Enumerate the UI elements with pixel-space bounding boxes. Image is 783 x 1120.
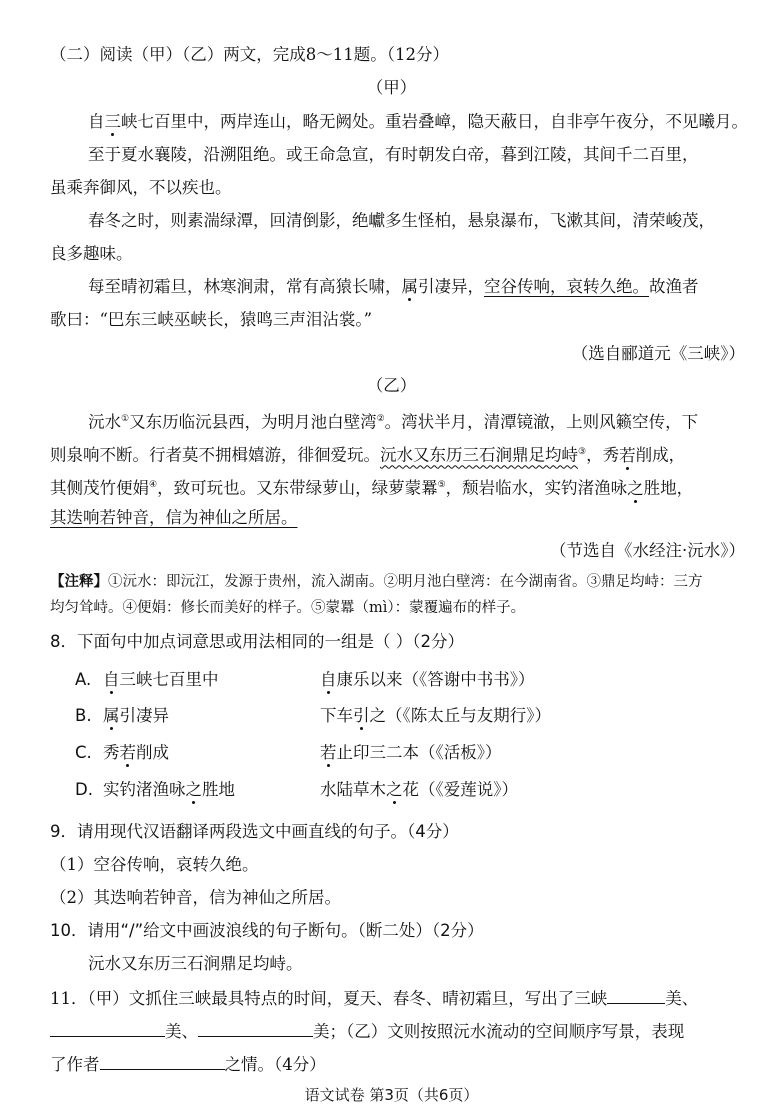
q8-option-c-left bbox=[103, 743, 169, 763]
note-marker: ⑤ bbox=[437, 480, 446, 490]
dotted-char: 若 bbox=[119, 743, 136, 762]
q8-option-a-left bbox=[103, 670, 219, 690]
dotted-char: 若 bbox=[320, 743, 337, 762]
notes-label: 【注释】 bbox=[50, 574, 108, 590]
text-span: 胜地， bbox=[643, 478, 694, 498]
q8-option-c-right bbox=[320, 743, 502, 763]
text-span: 沅水 bbox=[88, 412, 121, 432]
text-span: 故渔者 bbox=[649, 277, 699, 296]
q8-option-d-right bbox=[320, 780, 518, 800]
text-span: 秀 bbox=[103, 743, 120, 762]
text-span: 美、 bbox=[665, 989, 699, 1008]
jia-line-1 bbox=[88, 112, 748, 132]
answer-blank[interactable] bbox=[50, 1020, 165, 1037]
text-span: 削成， bbox=[635, 445, 686, 465]
q8-option-b-left bbox=[103, 706, 169, 726]
q8-option-b-letter: B. bbox=[75, 706, 92, 725]
text-span: 水陆草木 bbox=[320, 780, 386, 799]
yi-line-2 bbox=[50, 442, 685, 466]
text-span: ，颓岩临水，实钓渚渔咏 bbox=[445, 478, 628, 498]
q8-option-c-letter: C. bbox=[75, 743, 92, 762]
note-marker: ④ bbox=[149, 480, 158, 490]
text-span: 之（《陈太丘与友期行》） bbox=[369, 706, 551, 725]
dotted-char: 自 bbox=[103, 670, 120, 689]
notes-line-2: 均匀耸峙。④便娟：修长而美好的样子。⑤蒙羃（mì）：蒙覆遍布的样子。 bbox=[50, 600, 526, 616]
q11-line-3 bbox=[50, 1053, 326, 1075]
note-marker: ② bbox=[376, 414, 385, 424]
text-span: 引凄异 bbox=[119, 706, 169, 725]
dotted-char: 属 bbox=[103, 706, 120, 725]
notes-line-1 bbox=[50, 572, 703, 592]
text-span: 引凄异， bbox=[418, 277, 484, 296]
text-span: 了作者 bbox=[50, 1055, 100, 1074]
jia-line-2: 至于夏水襄陵，沿溯阻绝。或王命急宣，有时朝发白帝，暮到江陵，其间千二百里， bbox=[88, 145, 699, 164]
text-span: 则泉响不断。行者莫不拥楫嬉游，徘徊爱玩。 bbox=[50, 445, 380, 465]
wavy-sentence: 沅水又东历三石涧鼎足均峙 bbox=[380, 445, 578, 465]
dotted-char: 之 bbox=[185, 780, 202, 799]
text-span: ①沅水：即沅江，发源于贵州，流入湖南。②明月池白壁湾：在今湖南省。③鼎足均峙：三方 bbox=[108, 574, 703, 590]
text-span: 实钓渚渔咏 bbox=[103, 780, 186, 799]
q11-line-1 bbox=[50, 987, 698, 1009]
answer-blank[interactable] bbox=[607, 987, 665, 1004]
q8-option-d-letter: D. bbox=[75, 780, 93, 799]
q8-option-d-left bbox=[103, 780, 235, 800]
jia-source: （选自郦道元《三峡》） bbox=[571, 344, 745, 363]
text-span: 康乐以来（《答谢中书书》） bbox=[336, 670, 535, 689]
text-span: ，致可玩也。又东带绿萝山，绿萝蒙羃 bbox=[157, 478, 438, 498]
text-span: 止印三二本（《活板》） bbox=[336, 743, 502, 762]
page-footer: 语文试卷 第3页（共6页） bbox=[304, 1086, 479, 1104]
text-span: 其侧茂竹便娟 bbox=[50, 478, 149, 498]
underlined-sentence: 其迭响若钟音，信为神仙之所居。 bbox=[50, 508, 298, 527]
text-span: 三峡七百里中 bbox=[119, 670, 219, 689]
answer-blank[interactable] bbox=[100, 1053, 225, 1070]
q11-line-2 bbox=[50, 1020, 684, 1042]
q10-stem: 10．请用“/”给文中画波浪线的句子断句。（断二处）（2分） bbox=[50, 921, 484, 940]
text-span: 峡七百里中，两岸连山，略无阙处。重岩叠嶂，隐天蔽日，自非亭午夜分，不见曦月。 bbox=[121, 112, 748, 131]
dotted-char: 自 bbox=[320, 670, 337, 689]
text-span: 之情。（4分） bbox=[224, 1055, 326, 1074]
q8-option-b-right bbox=[320, 706, 551, 726]
yi-line-3 bbox=[50, 475, 693, 499]
passage-yi-heading: （乙） bbox=[366, 376, 417, 395]
q9-item-1: （1）空谷传响，哀转久绝。 bbox=[50, 855, 259, 874]
text-span: 美、 bbox=[165, 1022, 198, 1041]
yi-source: （节选自《水经注·沅水》） bbox=[550, 541, 745, 560]
yi-line-4 bbox=[50, 508, 298, 528]
text-span: 11．（甲）文抓住三峡最具特点的时间，夏天、春冬、晴初霜旦，写出了三峡 bbox=[50, 989, 608, 1008]
note-marker: ③ bbox=[578, 447, 587, 457]
jia-line-5: 良多趣味。 bbox=[50, 244, 133, 263]
dotted-char: 若 bbox=[619, 445, 636, 465]
passage-jia-heading: （甲） bbox=[366, 78, 417, 97]
dotted-char: 引 bbox=[353, 706, 370, 725]
text-span: 又东历临沅县西，为明月池白壁湾 bbox=[129, 412, 377, 432]
underlined-sentence: 空谷传响，哀转久绝。 bbox=[484, 277, 649, 296]
section-title: （二）阅读（甲）（乙）两文，完成8～11题。（12分） bbox=[50, 45, 449, 64]
dotted-char: 之 bbox=[627, 478, 644, 498]
q8-stem: 8．下面句中加点词意思或用法相同的一组是（ ）（2分） bbox=[50, 632, 464, 651]
jia-line-4: 春冬之时，则素湍绿潭，回清倒影，绝巘多生怪柏，悬泉瀑布，飞漱其间，清荣峻茂， bbox=[88, 211, 715, 230]
dotted-char: 属 bbox=[401, 277, 418, 296]
text-span: 美；（乙）文则按照沅水流动的空间顺序写景，表现 bbox=[313, 1022, 685, 1041]
q8-option-a-letter: A. bbox=[75, 670, 92, 689]
text-span: 下车 bbox=[320, 706, 353, 725]
note-marker: ① bbox=[121, 414, 130, 424]
q8-option-a-right bbox=[320, 670, 535, 690]
q10-sentence: 沅水又东历三石涧鼎足均峙。 bbox=[88, 954, 303, 973]
dotted-char: 之 bbox=[386, 780, 403, 799]
text-span: ，秀 bbox=[586, 445, 620, 465]
text-span: 。湾状半月，清潭镜澈，上则风籁空传，下 bbox=[384, 412, 699, 432]
dotted-char: 三 bbox=[104, 112, 121, 131]
text-span: 自 bbox=[88, 112, 105, 131]
jia-line-6 bbox=[88, 277, 699, 297]
q9-item-2: （2）其迭响若钟音，信为神仙之所居。 bbox=[50, 888, 341, 907]
q9-stem: 9．请用现代汉语翻译两段选文中画直线的句子。（4分） bbox=[50, 822, 459, 841]
jia-line-7: 歌曰：“巴东三峡巫峡长，猿鸣三声泪沾裳。” bbox=[50, 310, 373, 329]
text-span: 胜地 bbox=[202, 780, 235, 799]
answer-blank[interactable] bbox=[198, 1020, 313, 1037]
jia-line-3: 虽乘奔御风，不以疾也。 bbox=[50, 178, 232, 197]
yi-line-1 bbox=[88, 409, 698, 433]
text-span: 花（《爱莲说》） bbox=[402, 780, 518, 799]
text-span: 削成 bbox=[136, 743, 169, 762]
text-span: 每至晴初霜旦，林寒涧肃，常有高猿长啸， bbox=[88, 277, 402, 296]
